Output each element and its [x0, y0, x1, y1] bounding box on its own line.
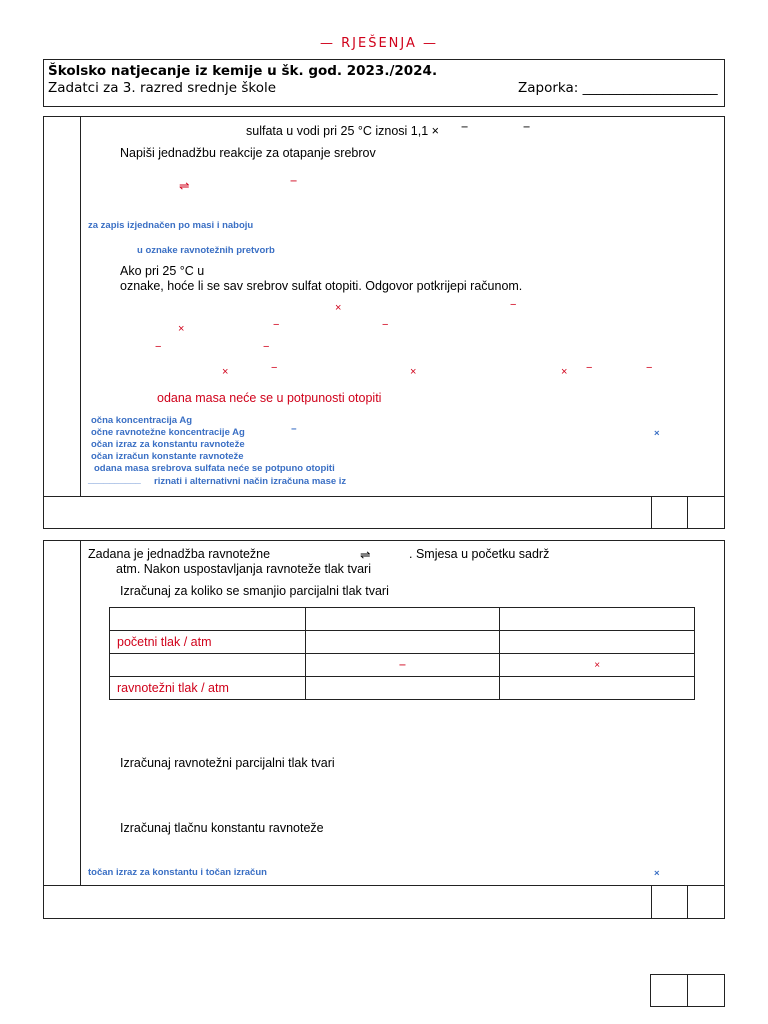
table-row: [110, 654, 695, 677]
code-label: Zaporka: ____________________: [518, 80, 718, 96]
calc-minus-1: −: [510, 299, 517, 311]
pressure-table: [109, 607, 695, 700]
calc-times-5: ×: [561, 366, 568, 378]
calc-minus-5: −: [263, 341, 270, 353]
task2-rubric: točan izraz za konstantu i točan izračun: [88, 867, 267, 878]
score-note-1: za zapis izjednačen po masi i naboju: [88, 220, 254, 231]
task2-arrow: ⇌: [360, 548, 371, 562]
class-subtitle: Zadatci za 3. razred srednje škole: [48, 80, 277, 96]
calc-minus-8: −: [646, 362, 653, 374]
calc-times-3: ×: [222, 366, 229, 378]
task1-intro: sulfata u vodi pri 25 °C iznosi 1,1 ×: [246, 124, 439, 138]
rubric-minus: −: [291, 424, 297, 435]
rubric-item-3: očan izraz za konstantu ravnoteže: [91, 439, 245, 450]
eq-arrow-1: ⇌: [179, 179, 190, 193]
rubric-times: ×: [654, 428, 660, 439]
score-note-2: u oznake ravnotežnih pretvorb: [137, 245, 275, 256]
task1-part-b-line2: oznake, hoće li se sav srebrov sulfat otopiti. Odgovor potkrijepi računom.: [120, 279, 523, 293]
calc-times-1: ×: [335, 302, 342, 314]
task2-line1: Zadana je jednadžba ravnotežne: [88, 547, 271, 561]
rubric-item-1: očna koncentracija Ag: [91, 415, 193, 426]
task1-score-cell-divider-2: [687, 496, 688, 529]
eq-minus-1: −: [290, 174, 298, 188]
task2-part-b: Izračunaj ravnotežni parcijalni tlak tvari: [120, 756, 335, 770]
calc-minus-6: −: [271, 362, 278, 374]
task1-intro-mark-2: −: [523, 120, 531, 134]
table-row: [110, 677, 695, 700]
calc-minus-2: −: [273, 319, 280, 331]
task2-part-c: Izračunaj tlačnu konstantu ravnoteže: [120, 821, 324, 835]
task1-score-divider: [43, 496, 725, 497]
task2-line2: atm. Nakon uspostavljanja ravnoteže tlak tvari: [116, 562, 371, 576]
rubric-item-5: odana masa srebrova sulfata neće se potpuno otopiti: [94, 463, 335, 474]
task2-score-cell-divider-2: [687, 885, 688, 919]
rubric-blank: __________: [88, 475, 141, 486]
row-change-times: ×: [500, 654, 695, 677]
calc-times-2: ×: [178, 323, 185, 335]
task2-line1-end: . Smjesa u početku sadrž: [409, 547, 550, 561]
row-change-minus: −: [305, 654, 500, 677]
calc-minus-7: −: [586, 362, 593, 374]
task2-rubric-times: ×: [654, 868, 660, 879]
table-row: [110, 631, 695, 654]
rubric-item-6: riznati i alternativni način izračuna mase iz: [154, 476, 347, 487]
task2-margin-line: [80, 540, 81, 886]
task1-part-a: Napiši jednadžbu reakcije za otapanje srebrov: [120, 146, 376, 160]
calc-minus-3: −: [382, 319, 389, 331]
calc-times-4: ×: [410, 366, 417, 378]
row-equilibrium-label: ravnotežni tlak / atm: [110, 677, 306, 700]
task2-score-divider: [43, 885, 725, 886]
task1-score-cell-divider-1: [651, 496, 652, 529]
task1-intro-mark-1: −: [461, 120, 469, 134]
competition-title: Školsko natjecanje iz kemije u šk. god. 2023./2024.: [48, 63, 438, 79]
table-row: [110, 608, 695, 631]
task1-conclusion: odana masa neće se u potpunosti otopiti: [157, 391, 382, 405]
calc-minus-4: −: [155, 341, 162, 353]
task1-part-b-line1: Ako pri 25 °C u: [120, 264, 205, 278]
page-score-divider: [687, 974, 688, 1007]
row-initial-label: početni tlak / atm: [110, 631, 306, 654]
solutions-title: — RJEŠENJA —: [320, 36, 439, 51]
task2-score-cell-divider-1: [651, 885, 652, 919]
rubric-item-2: očne ravnotežne koncentracije Ag: [91, 427, 245, 438]
task2-part-a: Izračunaj za koliko se smanjio parcijalni tlak tvari: [120, 584, 389, 598]
task1-margin-line: [80, 116, 81, 497]
rubric-item-4: očan izračun konstante ravnoteže: [91, 451, 244, 462]
